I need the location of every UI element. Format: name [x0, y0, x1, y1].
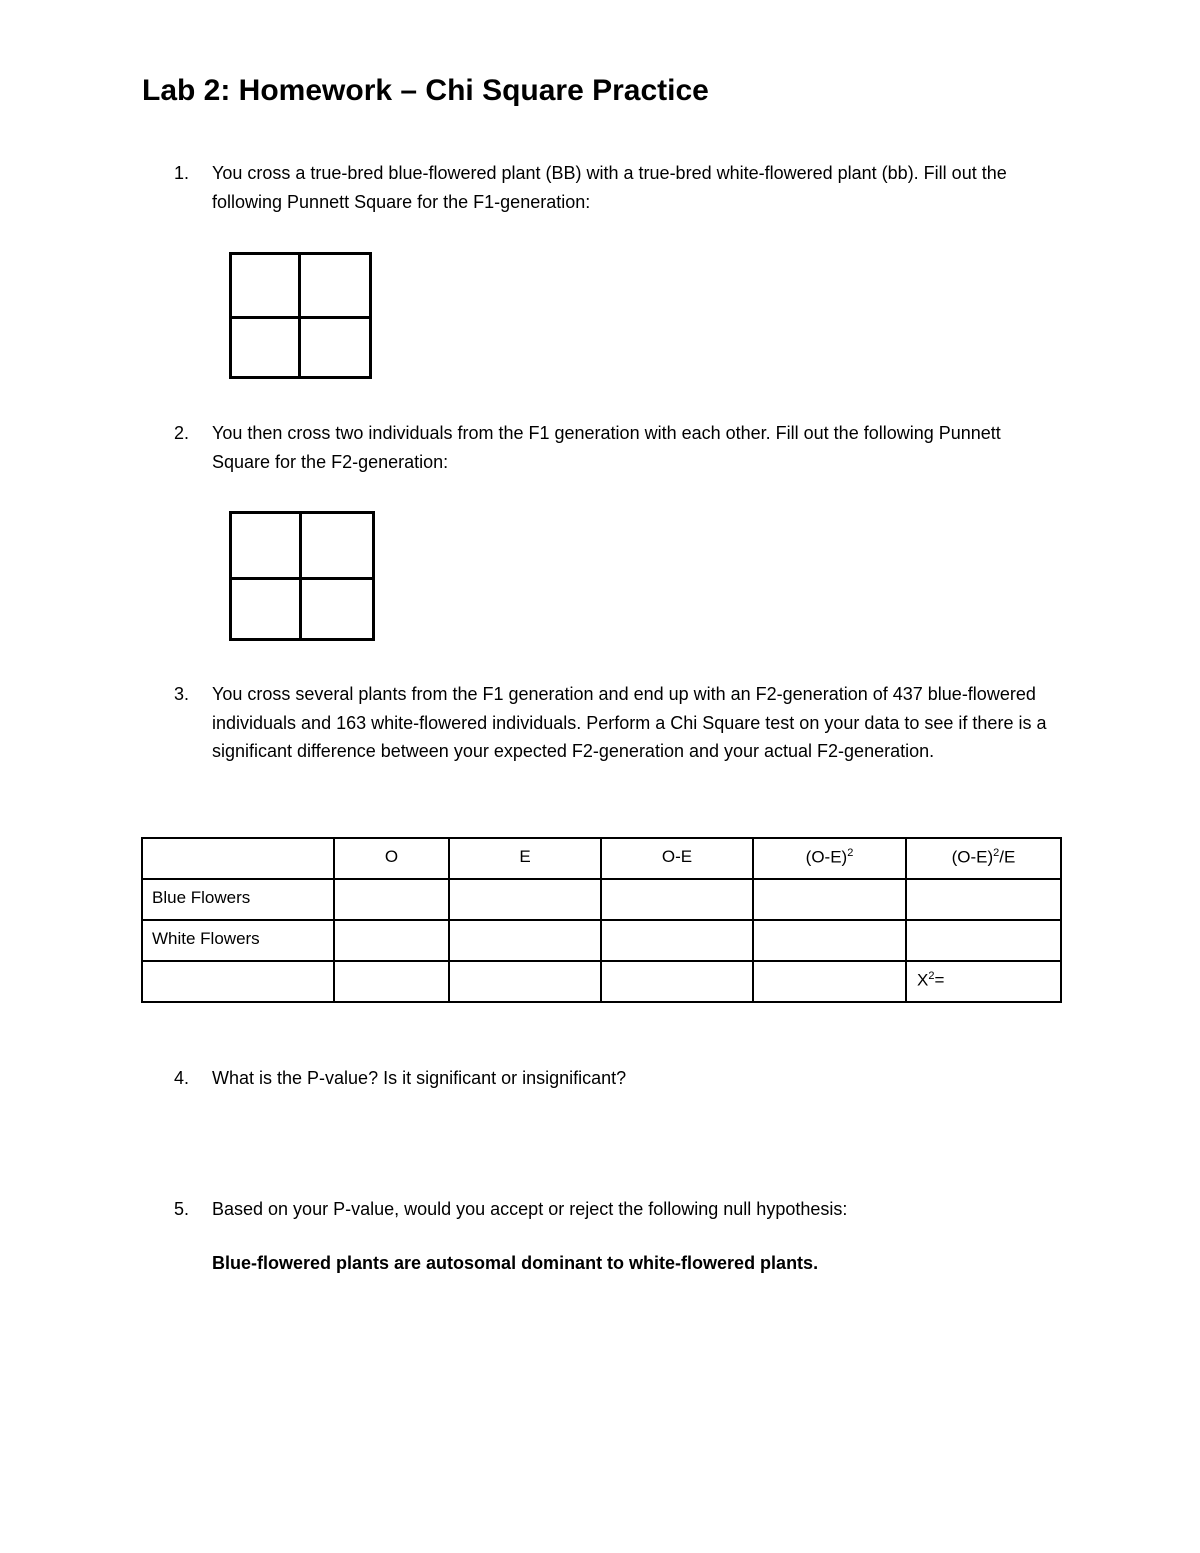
null-hypothesis: Blue-flowered plants are autosomal dominant to white-flowered plants. [212, 1253, 819, 1273]
total-label-cell [142, 961, 334, 1002]
punnett-square-f1[interactable] [229, 252, 372, 379]
question-text: You cross a true-bred blue-flowered plant (BB) with a true-bred white-flowered plant (bb). Fill out the following Punnett Square for the F1-generation: [212, 163, 1007, 212]
punnett-divider [232, 316, 369, 319]
header-blank [142, 838, 334, 879]
question-1 [174, 159, 1054, 216]
punnett-divider [299, 514, 302, 638]
total-squared-cell [753, 961, 906, 1002]
punnett-divider [232, 577, 372, 580]
table-row [142, 879, 1061, 920]
header-expected: E [449, 838, 601, 879]
total-observed-cell [334, 961, 449, 1002]
total-o-minus-e-cell [601, 961, 753, 1002]
question-3 [174, 680, 1054, 766]
header-o-minus-e-squared: $(O-E)^2$ [753, 838, 906, 879]
header-o-minus-e: O-E [601, 838, 753, 879]
white-expected-cell[interactable] [449, 920, 601, 961]
question-number: 5. [174, 1199, 190, 1219]
punnett-square-f2[interactable] [229, 511, 375, 641]
question-text: Based on your P-value, would you accept or reject the following null hypothesis: [212, 1199, 848, 1219]
question-2 [174, 419, 1054, 476]
blue-ratio-cell[interactable] [906, 879, 1061, 920]
question-number: 1. [174, 163, 190, 183]
question-4 [174, 1064, 1054, 1093]
row-label-blue-flowers: Blue Flowers [142, 879, 334, 920]
chi-square-table [141, 837, 1062, 1003]
white-squared-cell[interactable] [753, 920, 906, 961]
white-o-minus-e-cell[interactable] [601, 920, 753, 961]
blue-observed-cell[interactable] [334, 879, 449, 920]
table-row [142, 961, 1061, 1002]
question-5 [174, 1195, 1054, 1224]
total-expected-cell [449, 961, 601, 1002]
table-header-row [142, 838, 1061, 879]
blue-o-minus-e-cell[interactable] [601, 879, 753, 920]
question-text: You cross several plants from the F1 generation and end up with an F2-generation of 437 blue-flowered individuals and 163 white-flowered individuals. Perform a Chi Square test on your data to see if there is a significant difference between your expected F2-generation and your actual F2-generation. [212, 684, 1047, 761]
blue-expected-cell[interactable] [449, 879, 601, 920]
white-ratio-cell[interactable] [906, 920, 1061, 961]
question-text: What is the P-value? Is it significant or insignificant? [212, 1068, 627, 1088]
question-number: 3. [174, 684, 190, 704]
question-number: 4. [174, 1068, 190, 1088]
table-row [142, 920, 1061, 961]
header-o-minus-e-squared-over-e: $(O-E)^2/E$ [906, 838, 1061, 879]
header-observed: O [334, 838, 449, 879]
page-title: Lab 2: Homework – Chi Square Practice [142, 74, 709, 107]
white-observed-cell[interactable] [334, 920, 449, 961]
blue-squared-cell[interactable] [753, 879, 906, 920]
question-number: 2. [174, 423, 190, 443]
chi-square-sum-cell[interactable]: $X^2=$ [906, 961, 1061, 1002]
question-text: You then cross two individuals from the F1 generation with each other. Fill out the following Punnett Square for the F2-generation: [212, 423, 1001, 472]
row-label-white-flowers: White Flowers [142, 920, 334, 961]
